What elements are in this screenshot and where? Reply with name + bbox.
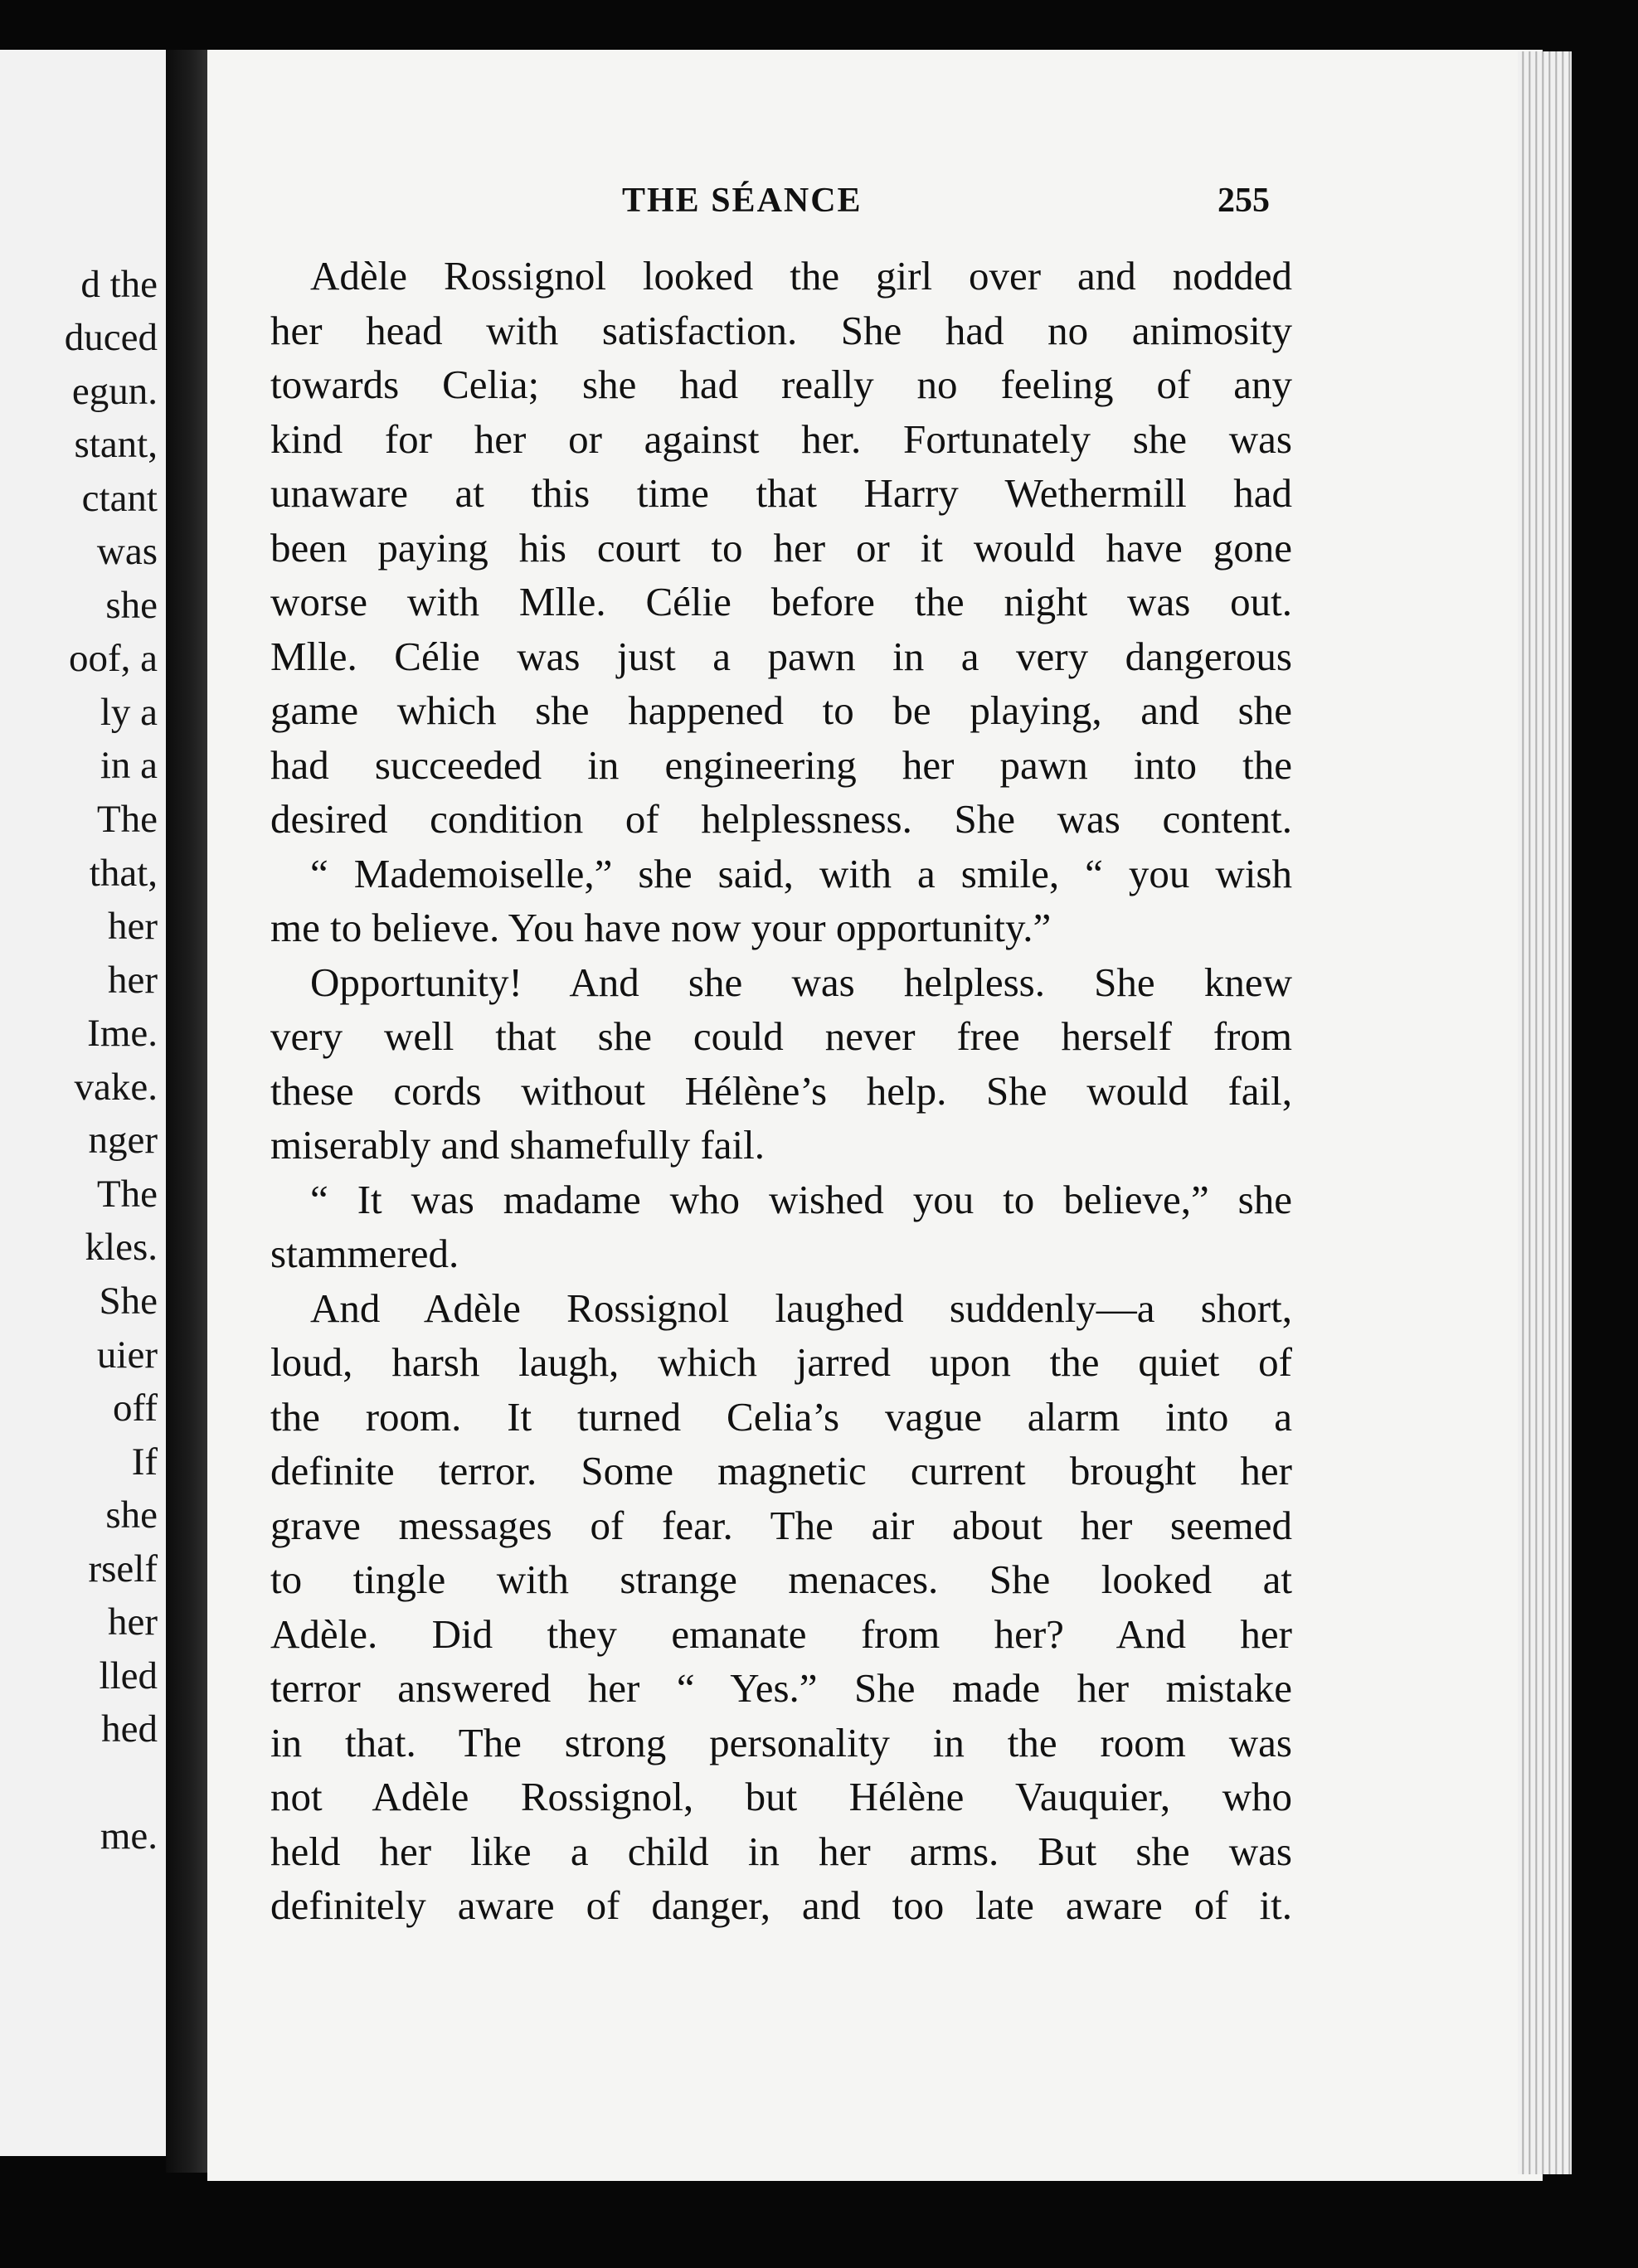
text-line: unaware at this time that Harry Wethermill had	[270, 470, 1292, 516]
text-line: And Adèle Rossignol laughed suddenly—a short,	[310, 1285, 1292, 1331]
text-line: in that. The strong personality in the room was	[270, 1719, 1292, 1765]
left-page-line: uier	[96, 1333, 158, 1377]
text-line: terror answered her “ Yes.” She made her mistake	[270, 1665, 1292, 1711]
text-line: “ Mademoiselle,” she said, with a smile, “ you wish	[310, 850, 1292, 896]
left-page-line: kles.	[85, 1226, 158, 1269]
left-page-line: d the	[80, 263, 158, 306]
left-page-line: she	[105, 1493, 158, 1537]
left-page-line: hed	[101, 1707, 158, 1751]
left-page-line: oof, a	[68, 637, 158, 680]
text-line: stammered.	[270, 1231, 459, 1276]
left-page-line: was	[96, 530, 158, 573]
text-line: held her like a child in her arms. But she was	[270, 1828, 1292, 1874]
text-line: definitely aware of danger, and too late aware of it.	[270, 1882, 1292, 1928]
left-page-line: stant,	[74, 423, 158, 466]
text-line: Opportunity! And she was helpless. She knew	[310, 959, 1292, 1005]
page-edges	[1518, 51, 1572, 2174]
text-line: loud, harsh laugh, which jarred upon the quiet of	[270, 1339, 1292, 1385]
text-line: game which she happened to be playing, and she	[270, 687, 1292, 733]
text-line: towards Celia; she had really no feeling of any	[270, 362, 1292, 407]
left-page-line: off	[113, 1387, 158, 1430]
text-line: these cords without Hélène’s help. She would fail,	[270, 1067, 1292, 1114]
text-line: her head with satisfaction. She had no animosity	[270, 307, 1292, 353]
text-line: to tingle with strange menaces. She looked at	[270, 1557, 1292, 1602]
left-page-line: ctant	[81, 477, 158, 520]
book-gutter	[166, 50, 207, 2173]
left-page-line: rself	[88, 1547, 158, 1591]
text-line: not Adèle Rossignol, but Hélène Vauquier, who	[270, 1774, 1292, 1819]
text-line: been paying his court to her or it would have gone	[270, 524, 1292, 571]
text-line: very well that she could never free herself from	[270, 1013, 1292, 1059]
text-line: Adèle. Did they emanate from her? And her	[270, 1610, 1292, 1657]
left-page-line: duced	[64, 316, 158, 359]
left-page-line: Ime.	[87, 1012, 158, 1055]
body-text	[270, 249, 1292, 1933]
left-page-line: She	[99, 1280, 158, 1323]
left-page-line: her	[107, 905, 158, 948]
left-page-line: she	[105, 584, 158, 627]
left-page-line: If	[131, 1440, 158, 1484]
left-page-line: The	[96, 798, 158, 841]
left-page-line: The	[96, 1173, 158, 1216]
text-line: the room. It turned Celia’s vague alarm into a	[270, 1393, 1292, 1440]
left-page-line: vake.	[74, 1066, 158, 1109]
text-line: miserably and shamefully fail.	[270, 1122, 765, 1168]
running-head: THE SÉANCE	[622, 182, 863, 220]
text-line: “ It was madame who wished you to believe,” she	[310, 1176, 1292, 1222]
left-page-line: me.	[100, 1814, 158, 1858]
left-page-line: her	[107, 1600, 158, 1644]
page-number: 255	[1218, 182, 1270, 220]
left-page-line: her	[107, 959, 158, 1002]
text-line: definite terror. Some magnetic current brought her	[270, 1448, 1292, 1493]
left-page-line: egun.	[71, 370, 158, 413]
left-page-line: nger	[88, 1119, 158, 1162]
text-line: worse with Mlle. Célie before the night was out.	[270, 579, 1292, 624]
left-page-line: lled	[99, 1654, 158, 1697]
left-page-line: in a	[100, 744, 158, 787]
left-page-line: ly a	[100, 691, 158, 734]
text-line: Adèle Rossignol looked the girl over and nodded	[310, 253, 1292, 299]
left-page-line: that,	[89, 852, 158, 895]
text-line: grave messages of fear. The air about her seemed	[270, 1502, 1292, 1548]
text-line: Mlle. Célie was just a pawn in a very dangerous	[270, 633, 1292, 679]
text-line: kind for her or against her. Fortunately she was	[270, 415, 1292, 462]
text-line: me to believe. You have now your opportunity.”	[270, 905, 1052, 950]
left-page	[0, 50, 171, 2156]
text-line: had succeeded in engineering her pawn into the	[270, 741, 1292, 788]
text-line: desired condition of helplessness. She was content.	[270, 796, 1292, 842]
